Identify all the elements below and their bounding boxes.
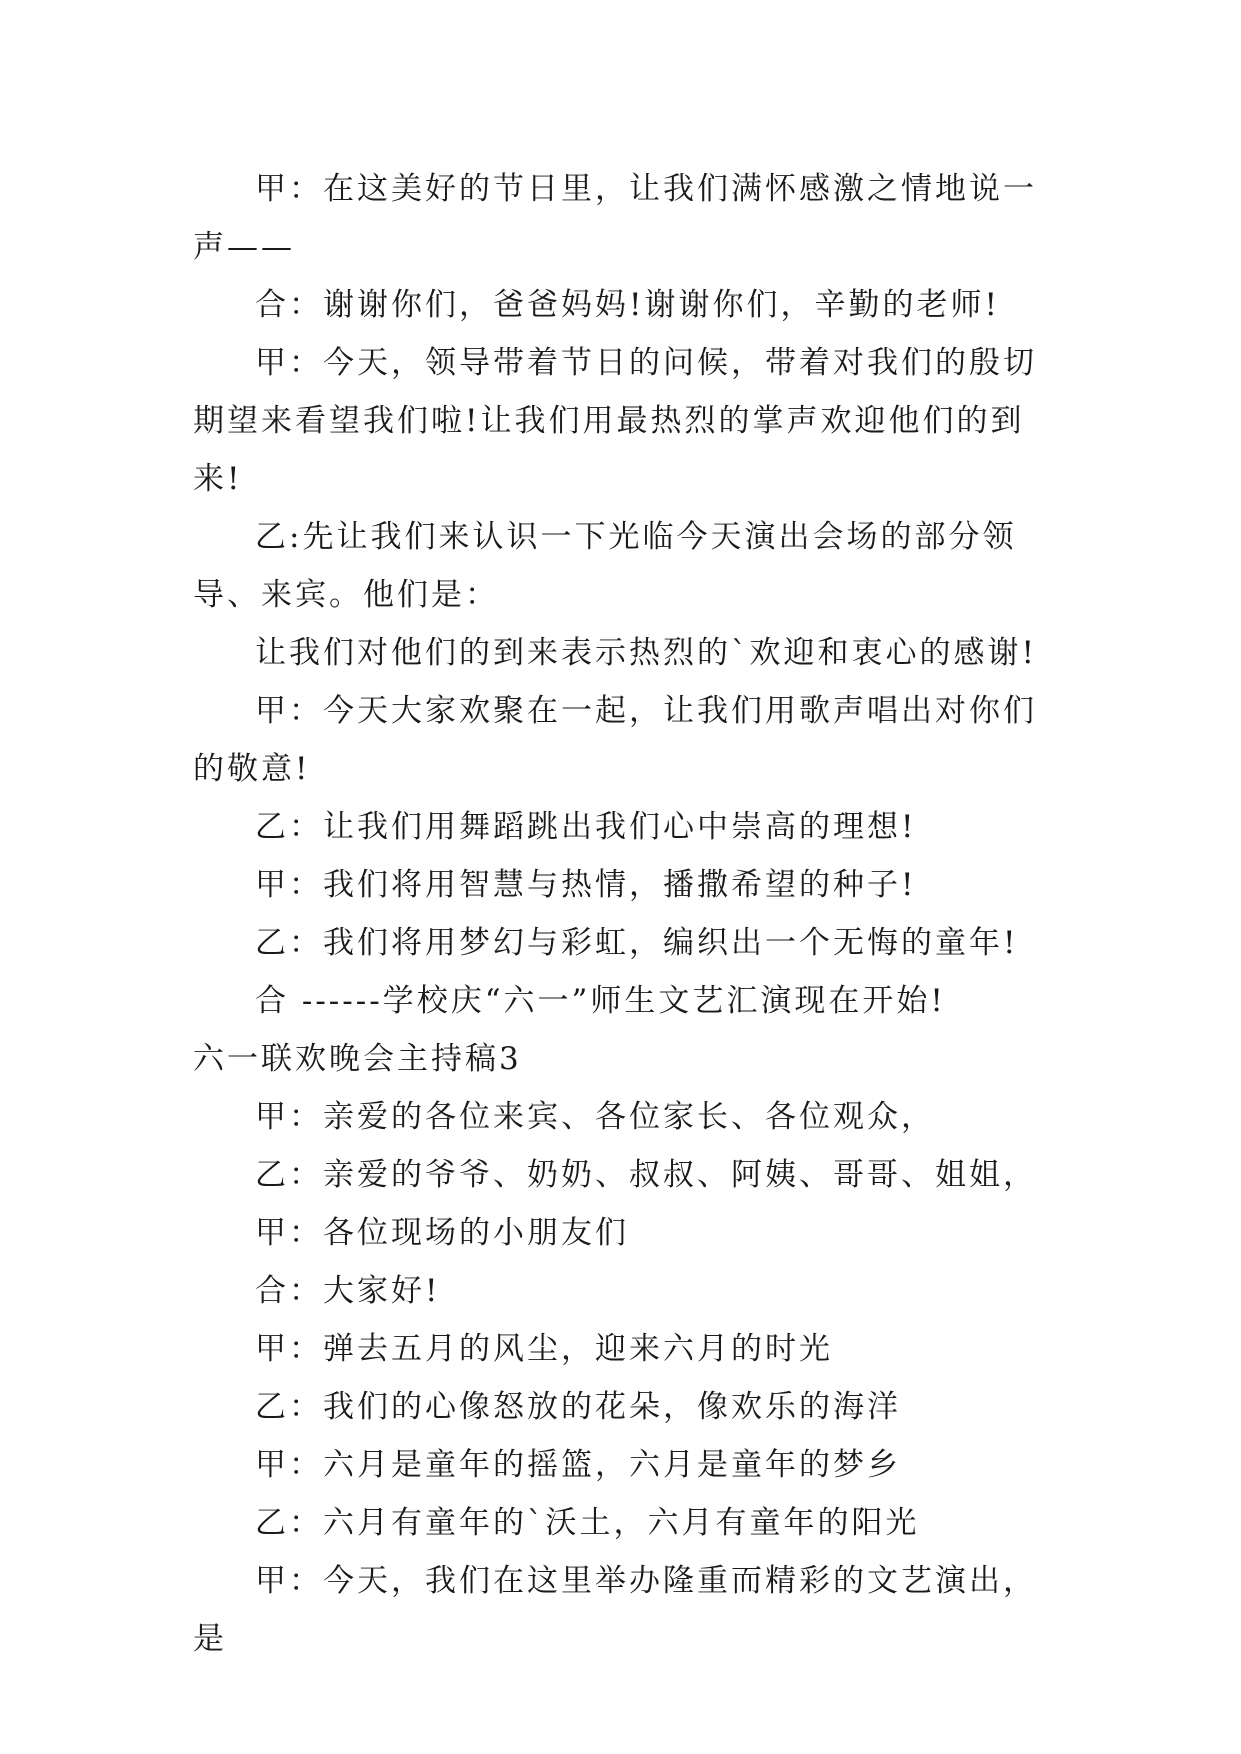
paragraph: 乙：让我们用舞蹈跳出我们心中崇高的理想! <box>255 809 917 845</box>
paragraph: 乙：六月有童年的`沃土，六月有童年的阳光 <box>255 1505 920 1541</box>
paragraph: 甲：今天大家欢聚在一起，让我们用歌声唱出对你们的敬意! <box>193 693 1037 787</box>
paragraph: 甲：今天，我们在这里举办隆重而精彩的文艺演出，是 <box>193 1563 1037 1657</box>
paragraph: 甲：六月是童年的摇篮，六月是童年的梦乡 <box>255 1447 901 1483</box>
paragraph: 甲：在这美好的节日里，让我们满怀感激之情地说一声—— <box>193 171 1037 265</box>
paragraph: 甲：亲爱的各位来宾、各位家长、各位观众， <box>255 1099 935 1135</box>
paragraph: 甲：各位现场的小朋友们 <box>255 1215 629 1251</box>
paragraph: 乙:先让我们来认识一下光临今天演出会场的部分领导、来宾。他们是： <box>193 519 1017 613</box>
paragraph: 乙：我们的心像怒放的花朵，像欢乐的海洋 <box>255 1389 901 1425</box>
paragraph: 甲：我们将用智慧与热情，播撒希望的种子! <box>255 867 917 903</box>
paragraph: 乙：亲爱的爷爷、奶奶、叔叔、阿姨、哥哥、姐姐， <box>255 1157 1037 1193</box>
paragraph: 甲：弹去五月的风尘，迎来六月的时光 <box>255 1331 833 1367</box>
paragraph: 合 ------学校庆“六一”师生文艺汇演现在开始! <box>255 983 946 1019</box>
paragraph: 乙：我们将用梦幻与彩虹，编织出一个无悔的童年! <box>255 925 1019 961</box>
section-heading: 六一联欢晚会主持稿3 <box>193 1041 522 1077</box>
paragraph: 甲：今天，领导带着节日的问候，带着对我们的殷切期望来看望我们啦!让我们用最热烈的掌声欢迎他们的到来! <box>193 345 1037 497</box>
paragraph: 合：大家好! <box>255 1273 441 1309</box>
document-body <box>193 160 1053 1668</box>
paragraph: 让我们对他们的到来表示热烈的`欢迎和衷心的感谢! <box>255 635 1037 671</box>
paragraph: 合：谢谢你们，爸爸妈妈!谢谢你们，辛勤的老师! <box>255 287 1000 323</box>
